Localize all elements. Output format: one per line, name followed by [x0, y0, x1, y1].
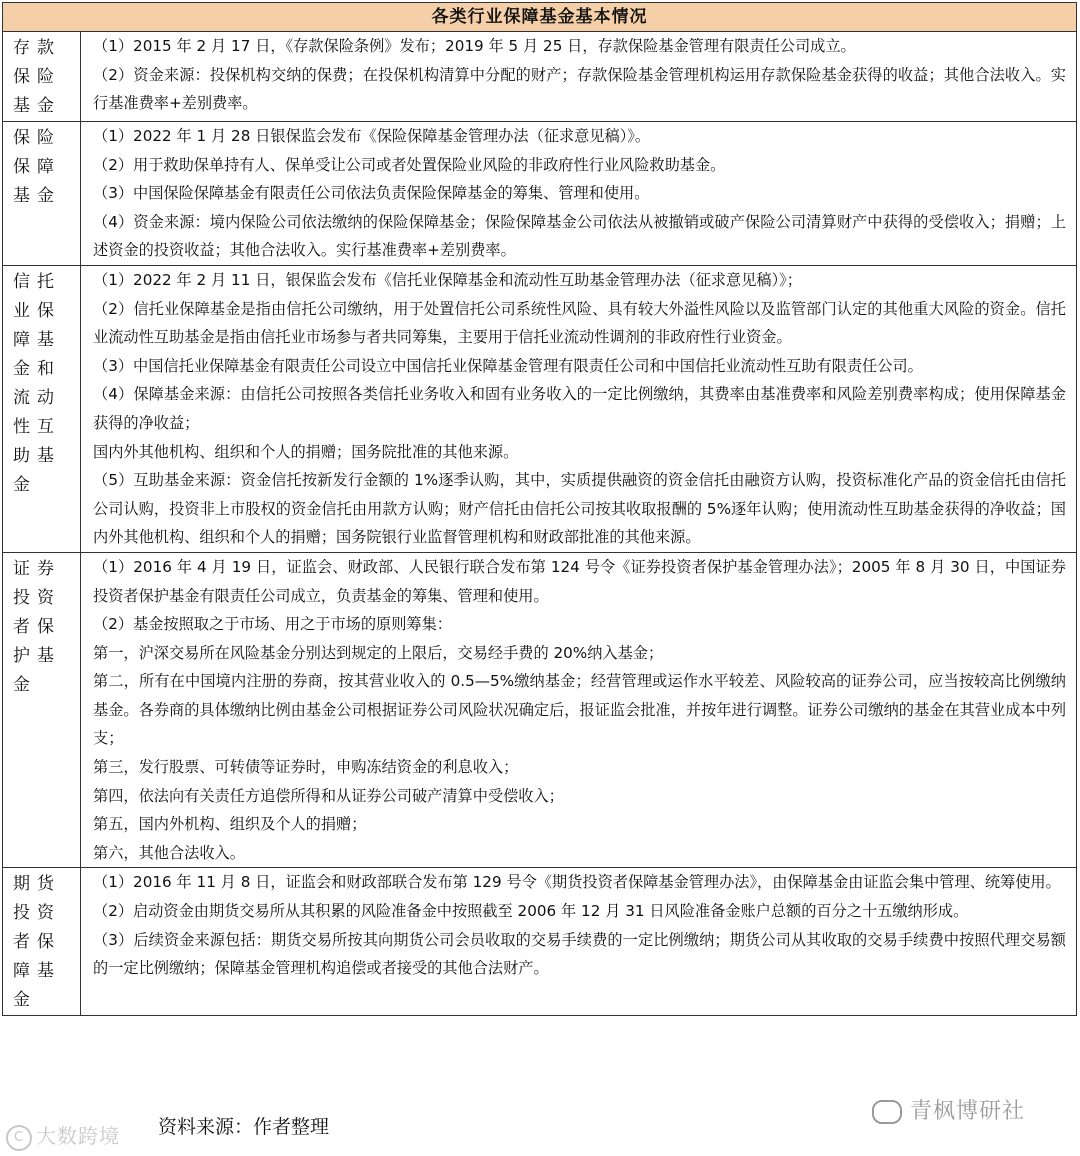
detail-line: （4）保障基金来源：由信托公司按照各类信托业务收入和固有业务收入的一定比例缴纳，其费率由基准费率和风险差别费率构成；使用保障基金获得的净收益；	[93, 385, 1066, 432]
detail-line: （5）互助基金来源：资金信托按新发行金额的 1%逐季认购，其中，实质提供融资的资金信托由融资方认购，投资标准化产品的资金信托由信托公司认购，投资非上市股权的资金信托由用款方认购；财产信托由信托公司按其收取报酬的 5%逐年认购；使用流动性互助基金获得的净收益；国内外其他机构、组织和个人的捐赠；国务院银行业监督管理机构和财政部批准的其他来源。	[93, 471, 1066, 547]
detail-line: 第五，国内外机构、组织及个人的捐赠；	[93, 815, 367, 834]
wechat-icon	[872, 1100, 902, 1124]
detail-line: （2）资金来源：投保机构交纳的保费；在投保机构清算中分配的财产；存款保险基金管理机构运用存款保险基金获得的收益；其他合法收入。实行基准费率+差别费率。	[93, 65, 1066, 113]
detail-line: 国内外其他机构、组织和个人的捐赠；国务院批准的其他来源。	[93, 442, 519, 461]
table-row	[3, 32, 1076, 122]
fund-name-cell: 证券投资者保护基金	[3, 553, 81, 868]
fund-table	[2, 2, 1077, 1016]
fund-detail-cell	[81, 32, 1076, 121]
fund-name-cell: 存款保险基金	[3, 32, 81, 121]
detail-line: （3）中国信托业保障基金有限责任公司设立中国信托业保障基金管理有限责任公司和中国信托业流动性互助有限责任公司。	[93, 356, 923, 375]
detail-line: 第二，所有在中国境内注册的券商，按其营业收入的 0.5—5%缴纳基金；经营管理或运作水平较差、风险较高的证券公司，应当按较高比例缴纳基金。各券商的具体缴纳比例由基金公司根据证券公司风险状况确定后，报证监会批准，并按年进行调整。证券公司缴纳的基金在其营业成本中列支；	[93, 672, 1066, 748]
watermark-left-text: 大数跨境	[36, 1124, 120, 1148]
detail-line: 第六，其他合法收入。	[93, 843, 245, 862]
table-row	[3, 122, 1076, 266]
detail-line: （2）信托业保障基金是指由信托公司缴纳，用于处置信托公司系统性风险、具有较大外溢性风险以及监管部门认定的其他重大风险的资金。信托业流动性互助基金是指由信托业市场参与者共同筹集，主要用于信托业流动性调剂的非政府性行业资金。	[93, 299, 1066, 347]
table-row	[3, 553, 1076, 869]
detail-line: （2）用于救助保单持有人、保单受让公司或者处置保险业风险的非政府性行业风险救助基金。	[93, 155, 726, 174]
fund-name-cell: 信托业保障基金和流动性互助基金	[3, 266, 81, 552]
detail-line: （2）基金按照取之于市场、用之于市场的原则筹集：	[93, 615, 452, 634]
detail-line: （3）中国保险保障基金有限责任公司依法负责保险保障基金的筹集、管理和使用。	[93, 184, 650, 203]
watermark-right	[872, 1094, 1025, 1125]
watermark-logo-icon: C	[6, 1125, 32, 1151]
watermark-left	[6, 1120, 120, 1151]
detail-line: （2）启动资金由期货交易所从其积累的风险准备金中按照截至 2006 年 12 月 31 日风险准备金账户总额的百分之十五缴纳形成。	[93, 902, 969, 921]
detail-line: 第三，发行股票、可转债等证券时，申购冻结资金的利息收入；	[93, 758, 519, 777]
fund-detail-cell	[81, 553, 1076, 868]
fund-name-cell: 期货投资者保障基金	[3, 868, 81, 1015]
detail-line: （1）2016 年 11 月 8 日，证监会和财政部联合发布第 129 号令《期货投资者保障基金管理办法》，由保障基金由证监会集中管理、统筹使用。	[93, 873, 1061, 892]
detail-line: （1）2022 年 2 月 11 日，银保监会发布《信托业保障基金和流动性互助基金管理办法（征求意见稿）》；	[93, 270, 802, 289]
detail-line: （4）资金来源：境内保险公司依法缴纳的保险保障基金；保险保障基金公司依法从被撤销或破产保险公司清算财产中获得的受偿收入；捐赠；上述资金的投资收益；其他合法收入。实行基准费率+差别费率。	[93, 212, 1066, 260]
detail-line: 第一，沪深交易所在风险基金分别达到规定的上限后，交易经手费的 20%纳入基金；	[93, 643, 664, 662]
detail-line: （3）后续资金来源包括：期货交易所按其向期货公司会员收取的交易手续费的一定比例缴纳；期货公司从其收取的交易手续费中按照代理交易额的一定比例缴纳；保障基金管理机构追偿或者接受的其他合法财产。	[93, 930, 1066, 978]
table-row	[3, 868, 1076, 1015]
source-note: 资料来源：作者整理	[158, 1116, 330, 1138]
watermark-right-text: 青枫博研社	[910, 1099, 1026, 1124]
table-title: 各类行业保障基金基本情况	[3, 3, 1076, 32]
detail-line: （1）2015 年 2 月 17 日，《存款保险条例》发布；2019 年 5 月 25 日，存款保险基金管理有限责任公司成立。	[93, 37, 856, 55]
detail-line: 第四，依法向有关责任方追偿所得和从证券公司破产清算中受偿收入；	[93, 786, 564, 805]
detail-line: （1）2022 年 1 月 28 日银保监会发布《保险保障基金管理办法（征求意见稿）》。	[93, 127, 651, 145]
fund-name-cell: 保险保障基金	[3, 122, 81, 265]
table-body	[3, 32, 1076, 1015]
table-row	[3, 266, 1076, 553]
fund-detail-cell	[81, 122, 1076, 265]
fund-detail-cell	[81, 868, 1076, 1015]
fund-detail-cell	[81, 266, 1076, 552]
detail-line: （1）2016 年 4 月 19 日，证监会、财政部、人民银行联合发布第 124 号令《证券投资者保护基金管理办法》；2005 年 8 月 30 日，中国证券投资者保护基金有限责任公司成立，负责基金的筹集、管理和使用。	[93, 557, 1066, 605]
